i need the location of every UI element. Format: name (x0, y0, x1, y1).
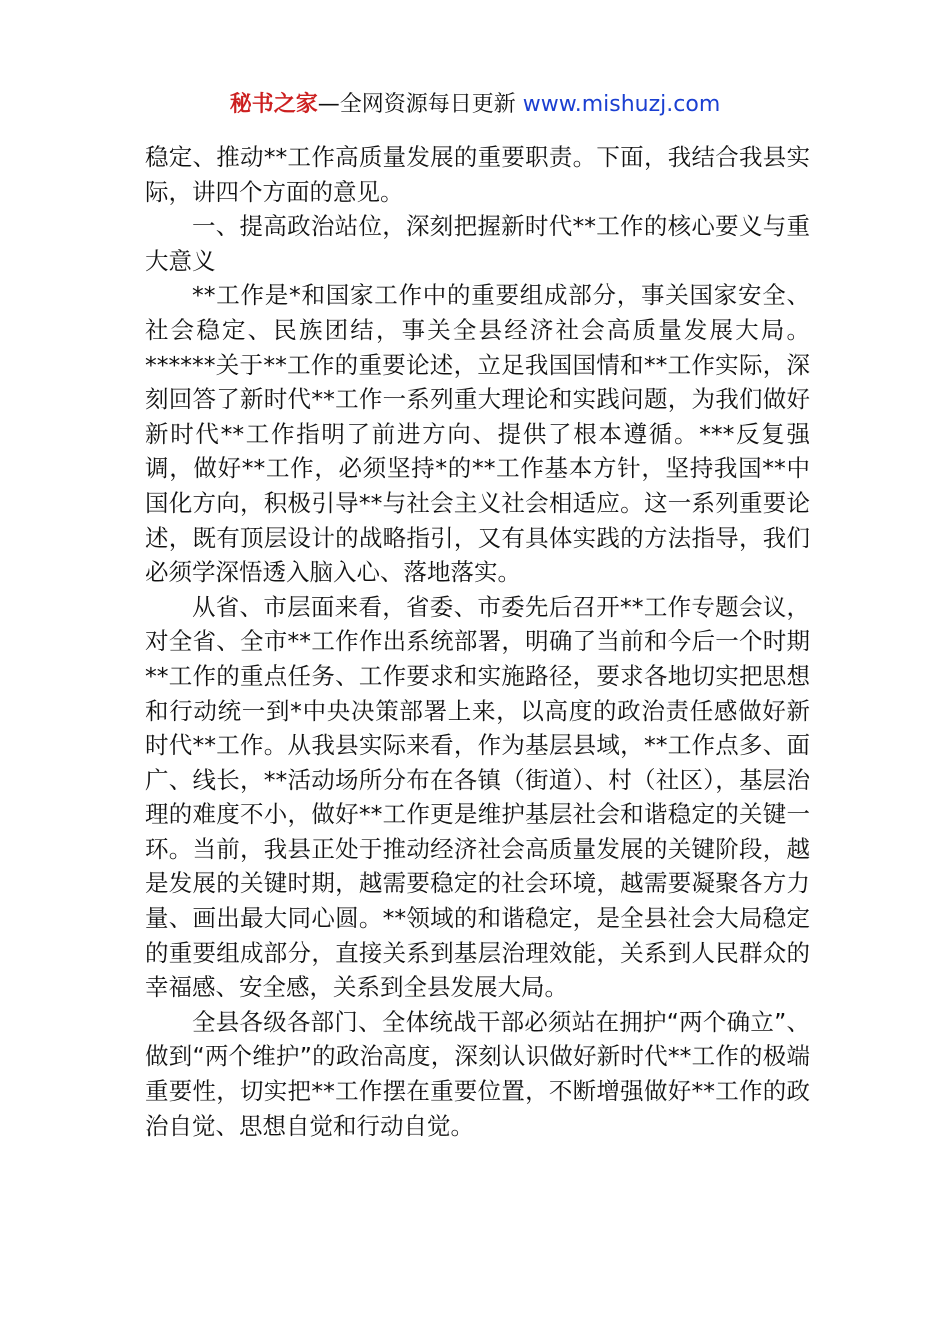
paragraph: 全县各级各部门、全体统战干部必须站在拥护“两个确立”、做到“两个维护”的政治高度，深刻认识做好新时代**工作的极端重要性，切实把**工作摆在重要位置，不断增强做好**工作的政治自觉、思想自觉和行动自觉。 (145, 1007, 810, 1140)
paragraph-continuation: 稳定、推动**工作高质量发展的重要职责。下面，我结合我县实际，讲四个方面的意见。 (145, 143, 810, 206)
section-heading: 一、提高政治站位，深刻把握新时代**工作的核心要义与重大意义 (145, 212, 810, 275)
site-header (0, 88, 950, 122)
site-tagline: —全网资源每日更新 (317, 92, 523, 117)
paragraph: **工作是*和国家工作中的重要组成部分，事关国家安全、社会稳定、民族团结，事关全县经济社会高质量发展大局。******关于**工作的重要论述，立足我国国情和**工作实际，深刻回答了新时代**工作一系列重大理论和实践问题，为我们做好新时代**工作指明了前进方向、提供了根本遵循。***反复强调，做好**工作，必须坚持*的**工作基本方针，坚持我国**中国化方向，积极引导**与社会主义社会相适应。这一系列重要论述，既有顶层设计的战略指引，又有具体实践的方法指导，我们必须学深悟透入脑入心、落地落实。 (145, 281, 810, 587)
site-brand: 秘书之家 (229, 92, 318, 117)
paragraph: 从省、市层面来看，省委、市委先后召开**工作专题会议，对全省、全市**工作作出系统部署，明确了当前和今后一个时期**工作的重点任务、工作要求和实施路径，要求各地切实把思想和行动统一到*中央决策部署上来，以高度的政治责任感做好新时代**工作。从我县实际来看，作为基层县域，**工作点多、面广、线长，**活动场所分布在各镇（街道）、村（社区），基层治理的难度不小，做好**工作更是维护基层社会和谐稳定的关键一环。当前，我县正处于推动经济社会高质量发展的关键阶段，越是发展的关键时期，越需要稳定的社会环境，越需要凝聚各方力量、画出最大同心圆。**领域的和谐稳定，是全县社会大局稳定的重要组成部分，直接关系到基层治理效能，关系到人民群众的幸福感、安全感，关系到全县发展大局。 (145, 592, 810, 1002)
site-url-link[interactable]: www.mishuzj.com (522, 92, 721, 117)
document-body (145, 140, 810, 1143)
